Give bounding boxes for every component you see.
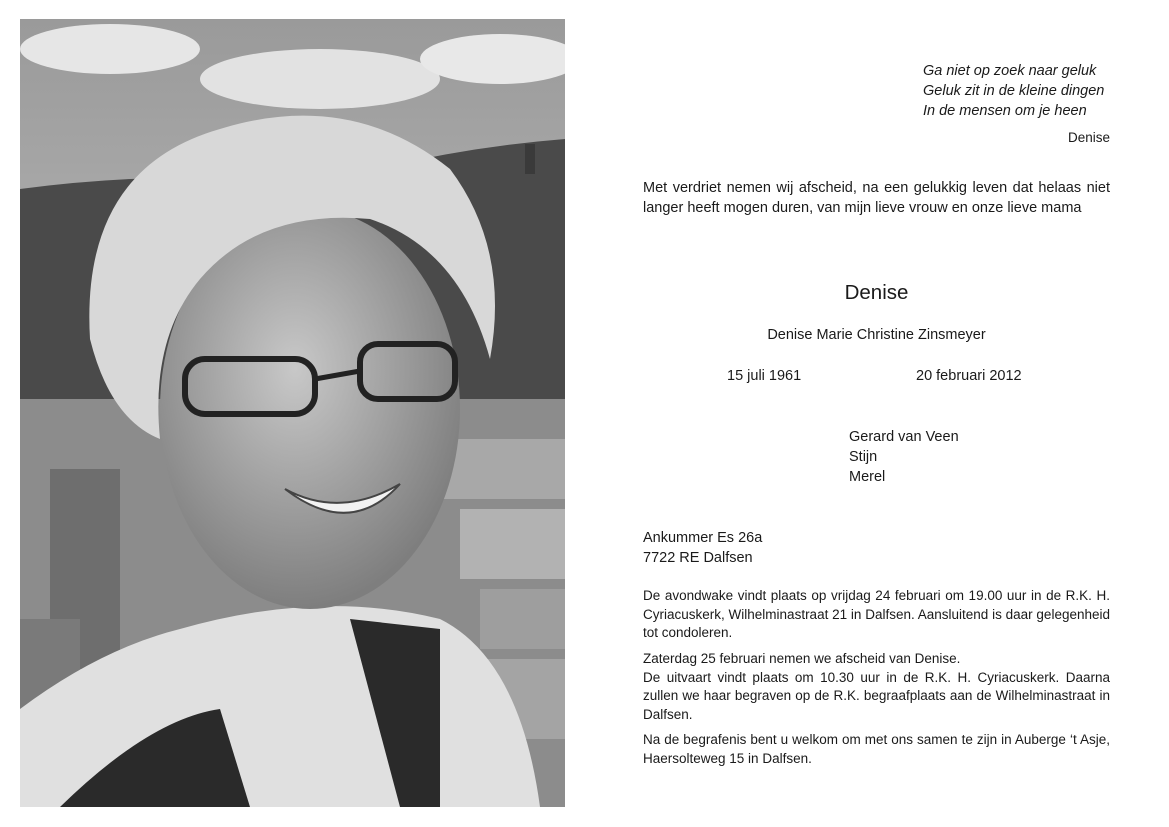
funeral-paragraph <box>643 650 1110 724</box>
quote-author: Denise <box>1067 130 1110 145</box>
deceased-full-name: Denise Marie Christine Zinsmeyer <box>767 327 986 343</box>
deceased-name: Denise <box>844 281 909 304</box>
family-member: Merel <box>849 469 886 485</box>
address-line: 7722 RE Dalfsen <box>643 550 753 566</box>
funeral-text: De uitvaart vindt plaats om 10.30 uur in de R.K. H. Cyriacuskerk. Daarna zullen we haar begraven op de R.K. begraafplaats aan de Wilhelminastraat in Dalfsen. <box>643 669 1110 722</box>
address <box>643 528 762 568</box>
family-member: Stijn <box>849 449 878 465</box>
after-paragraph: Na de begrafenis bent u welkom om met ons samen te zijn in Auberge ‘t Asje, Haersolteweg 15 in Dalfsen. <box>643 732 1110 766</box>
quote <box>923 61 1143 121</box>
wake-paragraph: De avondwake vindt plaats op vrijdag 24 februari om 19.00 uur in de R.K. H. Cyriacuskerk, Wilhelminastraat 21 in Dalfsen. Aansluitend is daar gelegenheid tot condoleren. <box>643 588 1110 640</box>
intro-text: Met verdriet nemen wij afscheid, na een gelukkig leven dat helaas niet langer heeft mogen duren, van mijn lieve vrouw en onze lieve mama <box>643 180 1110 216</box>
family-list <box>849 427 959 487</box>
portrait-photo <box>20 19 565 807</box>
death-date: 20 februari 2012 <box>916 368 1022 384</box>
birth-date: 15 juli 1961 <box>727 368 802 384</box>
quote-line: Ga niet op zoek naar geluk <box>923 63 1097 79</box>
quote-line: In de mensen om je heen <box>923 103 1087 119</box>
quote-line: Geluk zit in de kleine dingen <box>923 83 1105 99</box>
portrait-photo-icon <box>20 19 565 807</box>
family-member: Gerard van Veen <box>849 429 959 445</box>
address-line: Ankummer Es 26a <box>643 530 763 546</box>
farewell-line: Zaterdag 25 februari nemen we afscheid van Denise. <box>643 651 961 666</box>
